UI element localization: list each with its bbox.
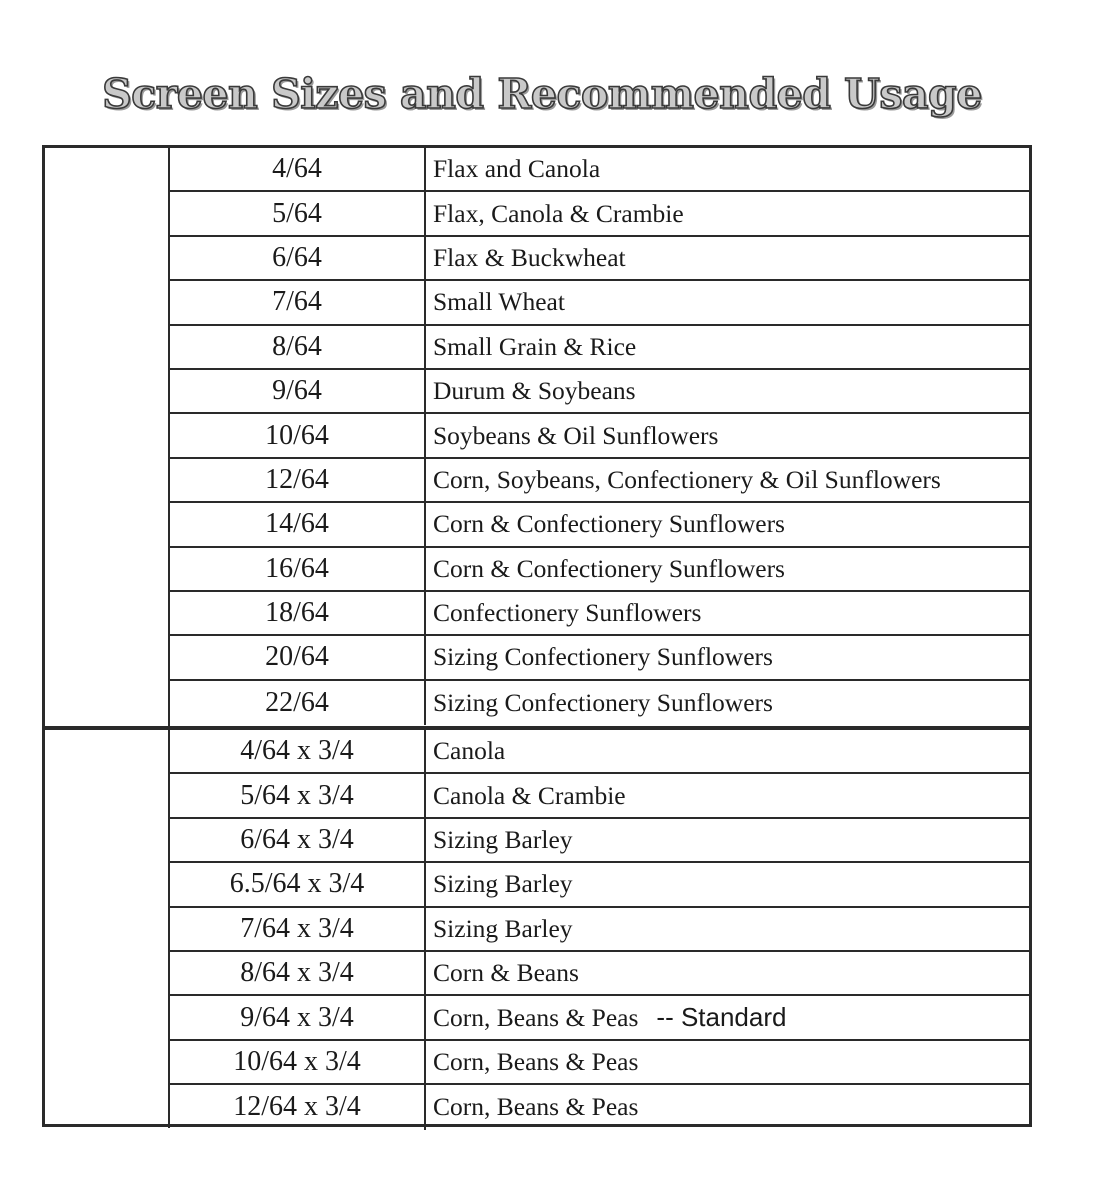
table-rows (170, 148, 1029, 726)
screen-size-cell: 8/64 x 3/4 (170, 952, 426, 994)
usage-text: Corn & Confectionery Sunflowers (433, 553, 785, 583)
screen-size-cell: 22/64 (170, 681, 426, 725)
usage-text: Sizing Confectionery Sunflowers (433, 642, 773, 672)
table-row (170, 908, 1029, 952)
table-row (170, 1085, 1029, 1129)
recommended-usage-cell (426, 688, 1029, 718)
recommended-usage-cell (426, 243, 1029, 273)
recommended-usage-cell (426, 958, 1029, 988)
usage-text: Sizing Barley (433, 869, 573, 899)
usage-text: Flax and Canola (433, 154, 601, 184)
usage-text: Canola & Crambie (433, 780, 626, 810)
table-row (170, 237, 1029, 281)
usage-text: Small Wheat (433, 287, 565, 317)
recommended-usage-cell (426, 465, 1029, 495)
recommended-usage-cell (426, 332, 1029, 362)
table-row (170, 863, 1029, 907)
usage-text: Corn, Beans & Peas (433, 1046, 639, 1076)
usage-text: Sizing Barley (433, 824, 573, 854)
table-row (170, 636, 1029, 680)
usage-text: Corn, Beans & Peas (433, 1092, 639, 1122)
screen-size-cell: 18/64 (170, 592, 426, 634)
table-row (170, 192, 1029, 236)
page-title: Screen Sizes and Recommended Usage (102, 70, 982, 118)
table-row (170, 370, 1029, 414)
table-row (170, 1041, 1029, 1085)
screen-size-cell: 9/64 (170, 370, 426, 412)
usage-text: Corn, Soybeans, Confectionery & Oil Sunflowers (433, 464, 941, 494)
screen-size-cell: 5/64 x 3/4 (170, 774, 426, 816)
screen-size-cell: 7/64 x 3/4 (170, 908, 426, 950)
table-row (170, 281, 1029, 325)
recommended-usage-cell (426, 1047, 1029, 1077)
table-group-slotted (45, 726, 1029, 1128)
recommended-usage-cell (426, 914, 1029, 944)
screen-size-cell: 14/64 (170, 503, 426, 545)
usage-text: Small Grain & Rice (433, 331, 637, 361)
usage-text: Sizing Barley (433, 913, 573, 943)
recommended-usage-cell (426, 509, 1029, 539)
empty-label-column (45, 148, 170, 726)
screen-size-cell: 7/64 (170, 281, 426, 323)
recommended-usage-cell (426, 736, 1029, 766)
usage-text: Corn & Beans (433, 958, 579, 988)
screen-size-cell: 4/64 (170, 148, 426, 190)
table-row (170, 548, 1029, 592)
screen-size-cell: 10/64 (170, 414, 426, 456)
recommended-usage-cell (426, 199, 1029, 229)
screen-size-cell: 10/64 x 3/4 (170, 1041, 426, 1083)
usage-text: Canola (433, 736, 506, 766)
screen-size-cell: 8/64 (170, 326, 426, 368)
screen-size-cell: 16/64 (170, 548, 426, 590)
recommended-usage-cell (426, 287, 1029, 317)
screen-size-cell: 6.5/64 x 3/4 (170, 863, 426, 905)
screen-size-cell: 5/64 (170, 192, 426, 234)
screen-size-cell: 12/64 (170, 459, 426, 501)
usage-text: Confectionery Sunflowers (433, 598, 702, 628)
standard-note: -- Standard (656, 1002, 787, 1033)
table-row (170, 996, 1029, 1040)
screen-size-cell: 20/64 (170, 636, 426, 678)
screen-size-cell: 4/64 x 3/4 (170, 730, 426, 772)
table-row (170, 414, 1029, 458)
recommended-usage-cell (426, 825, 1029, 855)
screen-size-cell: 12/64 x 3/4 (170, 1085, 426, 1129)
table-row (170, 774, 1029, 818)
recommended-usage-cell (426, 642, 1029, 672)
table-row (170, 326, 1029, 370)
recommended-usage-cell (426, 1092, 1029, 1122)
recommended-usage-cell (426, 598, 1029, 628)
table-rows (170, 730, 1029, 1128)
recommended-usage-cell (426, 781, 1029, 811)
table-row (170, 592, 1029, 636)
recommended-usage-cell (426, 154, 1029, 184)
usage-text: Corn & Confectionery Sunflowers (433, 509, 785, 539)
empty-label-column (45, 730, 170, 1128)
recommended-usage-cell (426, 554, 1029, 584)
recommended-usage-cell (426, 1002, 1029, 1033)
recommended-usage-cell (426, 869, 1029, 899)
usage-text: Sizing Confectionery Sunflowers (433, 687, 773, 717)
screen-size-cell: 9/64 x 3/4 (170, 996, 426, 1038)
usage-text: Flax & Buckwheat (433, 242, 626, 272)
table-row (170, 681, 1029, 725)
usage-text: Soybeans & Oil Sunflowers (433, 420, 719, 450)
table-row (170, 952, 1029, 996)
table-row (170, 459, 1029, 503)
screen-size-table (42, 145, 1032, 1127)
screen-size-cell: 6/64 (170, 237, 426, 279)
table-row (170, 503, 1029, 547)
recommended-usage-cell (426, 421, 1029, 451)
usage-text: Corn, Beans & Peas (433, 1002, 639, 1032)
screen-size-cell: 6/64 x 3/4 (170, 819, 426, 861)
table-row (170, 730, 1029, 774)
table-group-round-hole (45, 148, 1029, 726)
recommended-usage-cell (426, 376, 1029, 406)
table-row (170, 819, 1029, 863)
table-row (170, 148, 1029, 192)
usage-text: Durum & Soybeans (433, 376, 636, 406)
usage-text: Flax, Canola & Crambie (433, 198, 684, 228)
